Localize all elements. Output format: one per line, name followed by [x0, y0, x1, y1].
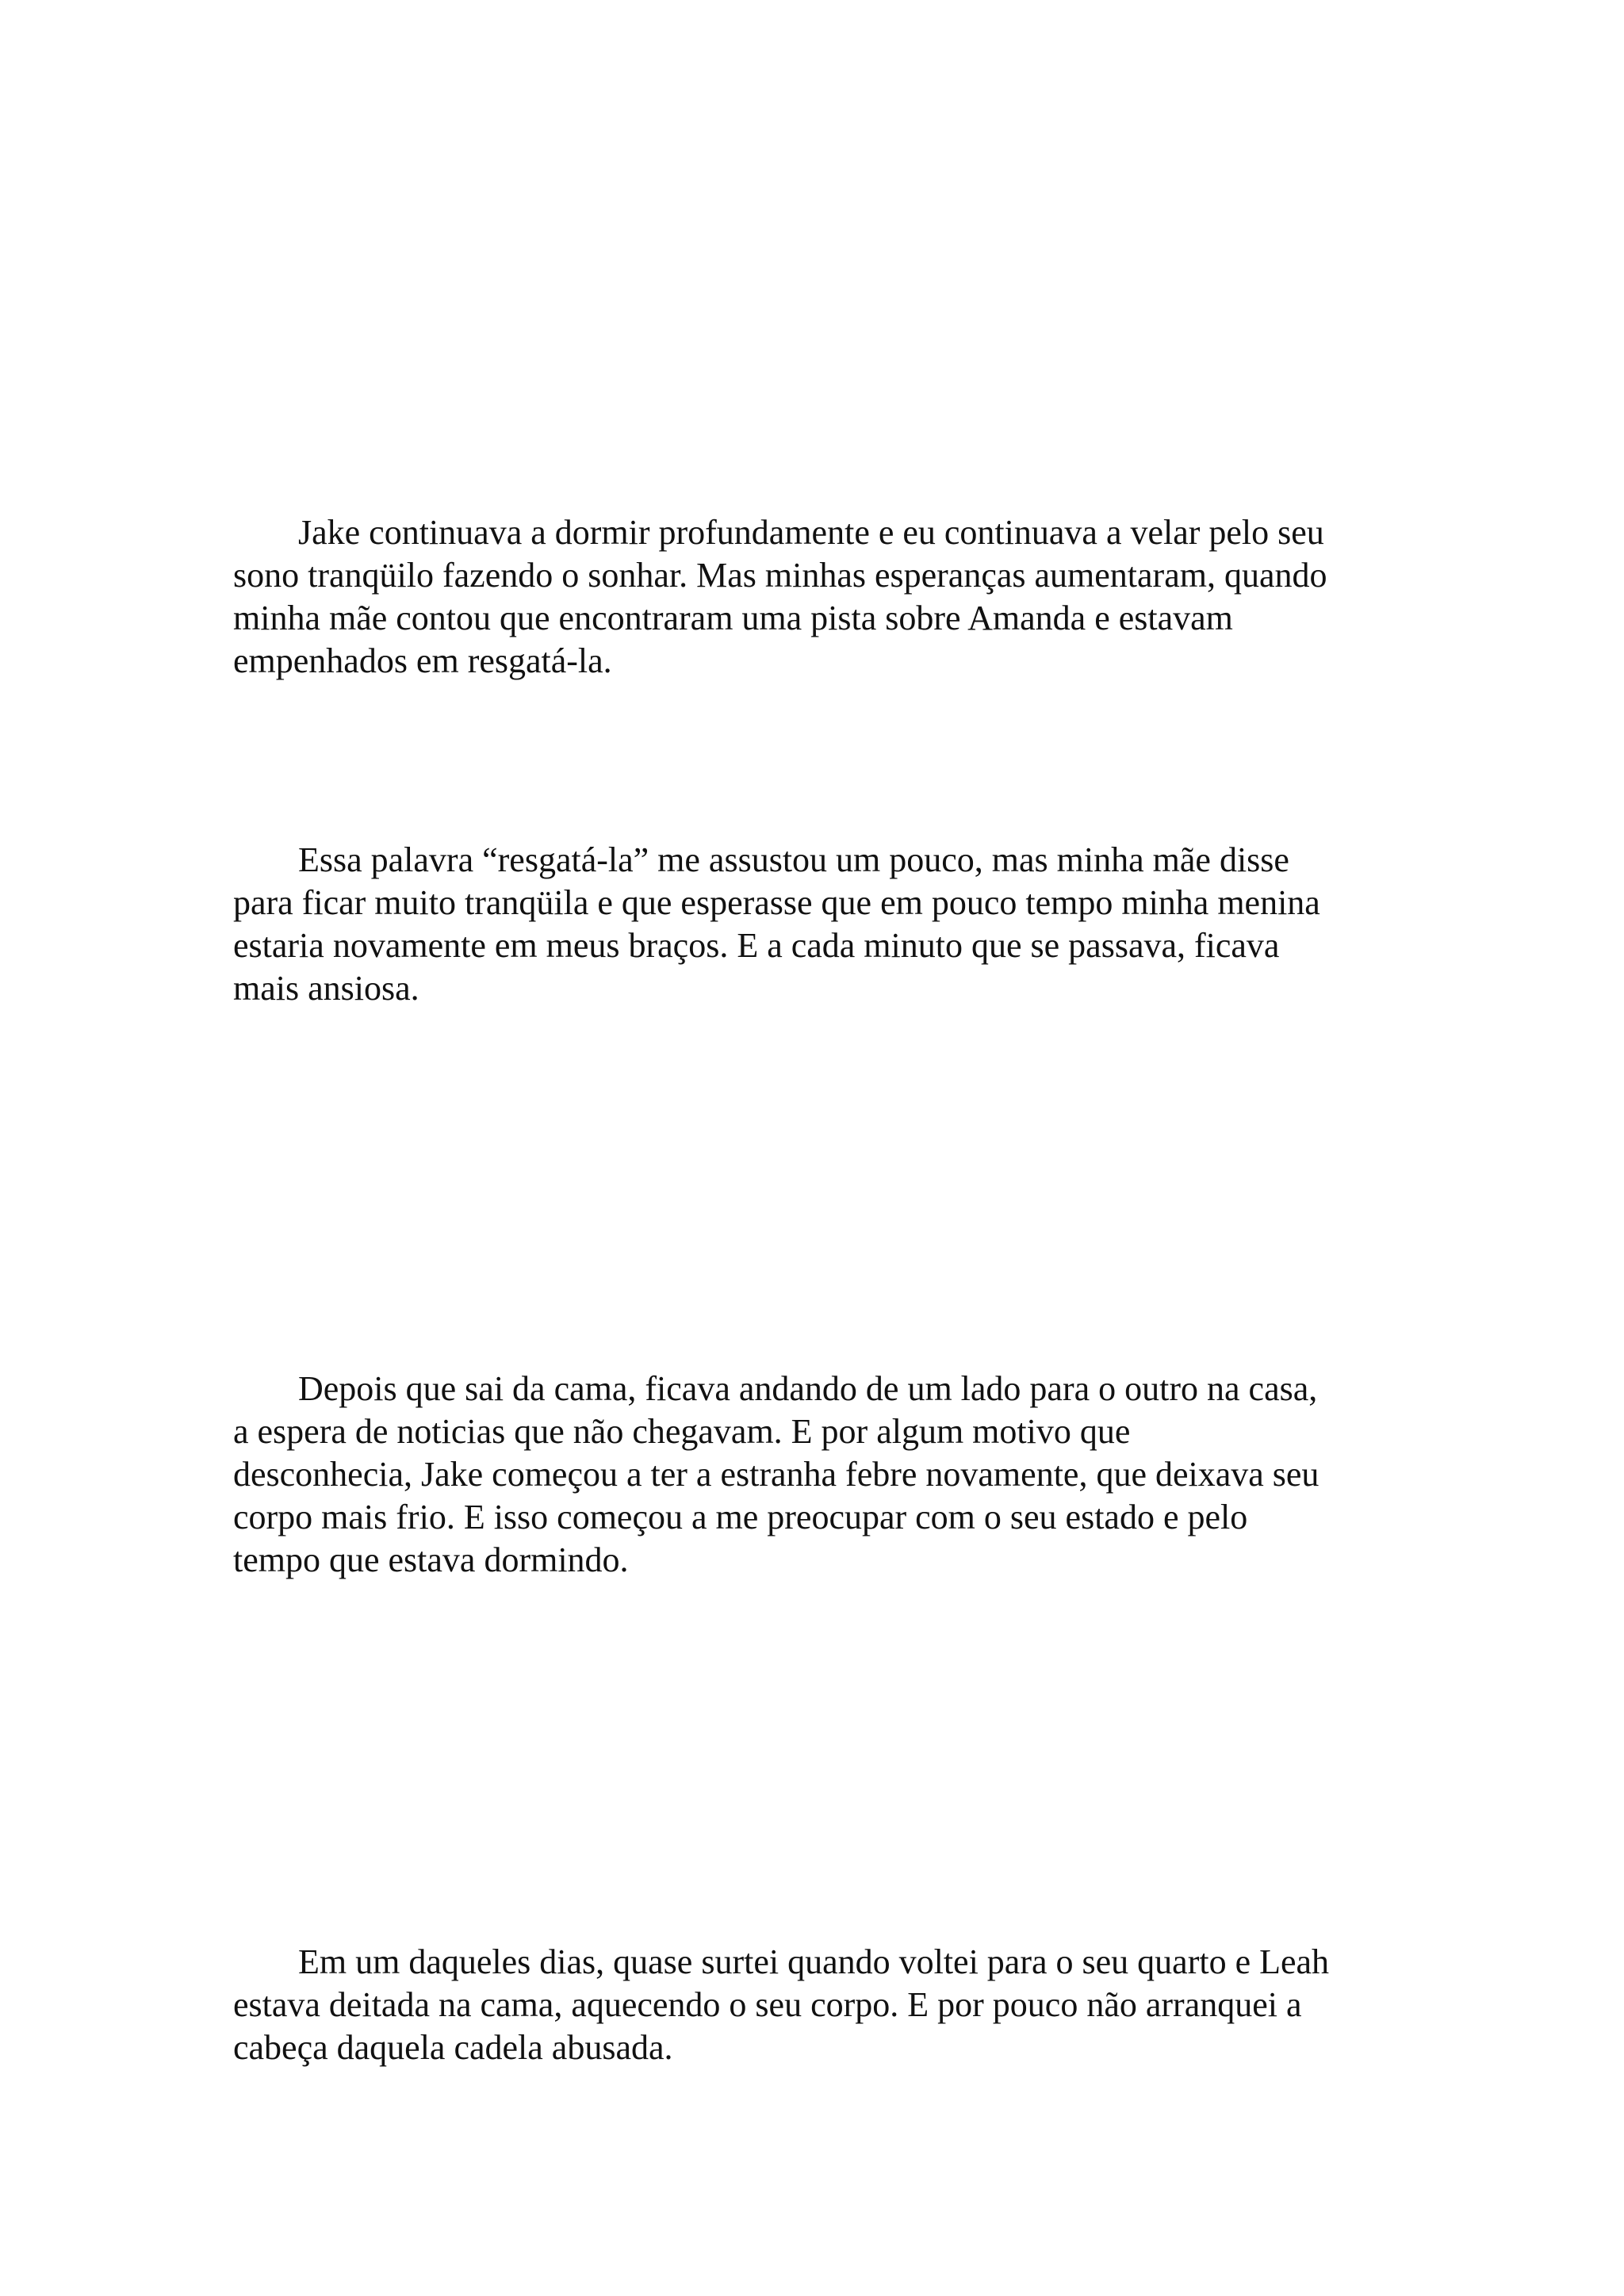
paragraph-line: estava deitada na cama, aquecendo o seu corpo. E por pouco não arranquei a: [233, 1985, 1302, 2024]
paragraph-line: a espera de noticias que não chegavam. E por algum motivo que: [233, 1412, 1131, 1451]
paragraph-line: corpo mais frio. E isso começou a me preocupar com o seu estado e pelo: [233, 1498, 1248, 1536]
paragraph-line: minha mãe contou que encontraram uma pista sobre Amanda e estavam: [233, 599, 1233, 637]
paragraph-line: sono tranqüilo fazendo o sonhar. Mas minhas esperanças aumentaram, quando: [233, 556, 1327, 595]
paragraph-1: [233, 511, 1423, 683]
paragraph-line: Em um daqueles dias, quase surtei quando voltei para o seu quarto e Leah: [298, 1942, 1330, 1981]
paragraph-line: Depois que sai da cama, ficava andando de um lado para o outro na casa,: [298, 1369, 1318, 1408]
paragraph-line: mais ansiosa.: [233, 969, 419, 1008]
paragraph-3: [233, 1368, 1423, 1582]
paragraph-line: Essa palavra “resgatá-la” me assustou um pouco, mas minha mãe disse: [298, 840, 1289, 879]
paragraph-line: para ficar muito tranqüila e que esperasse que em pouco tempo minha menina: [233, 883, 1320, 922]
paragraph-2: [233, 839, 1423, 1010]
paragraph-line: empenhados em resgatá-la.: [233, 641, 612, 680]
paragraph-line: cabeça daquela cadela abusada.: [233, 2028, 673, 2067]
paragraph-line: estaria novamente em meus braços. E a cada minuto que se passava, ficava: [233, 926, 1280, 965]
paragraph-line: tempo que estava dormindo.: [233, 1540, 629, 1579]
paragraph-4: [233, 1941, 1423, 2069]
paragraph-line: Jake continuava a dormir profundamente e eu continuava a velar pelo seu: [298, 513, 1324, 552]
paragraph-line: desconhecia, Jake começou a ter a estranha febre novamente, que deixava seu: [233, 1455, 1320, 1494]
